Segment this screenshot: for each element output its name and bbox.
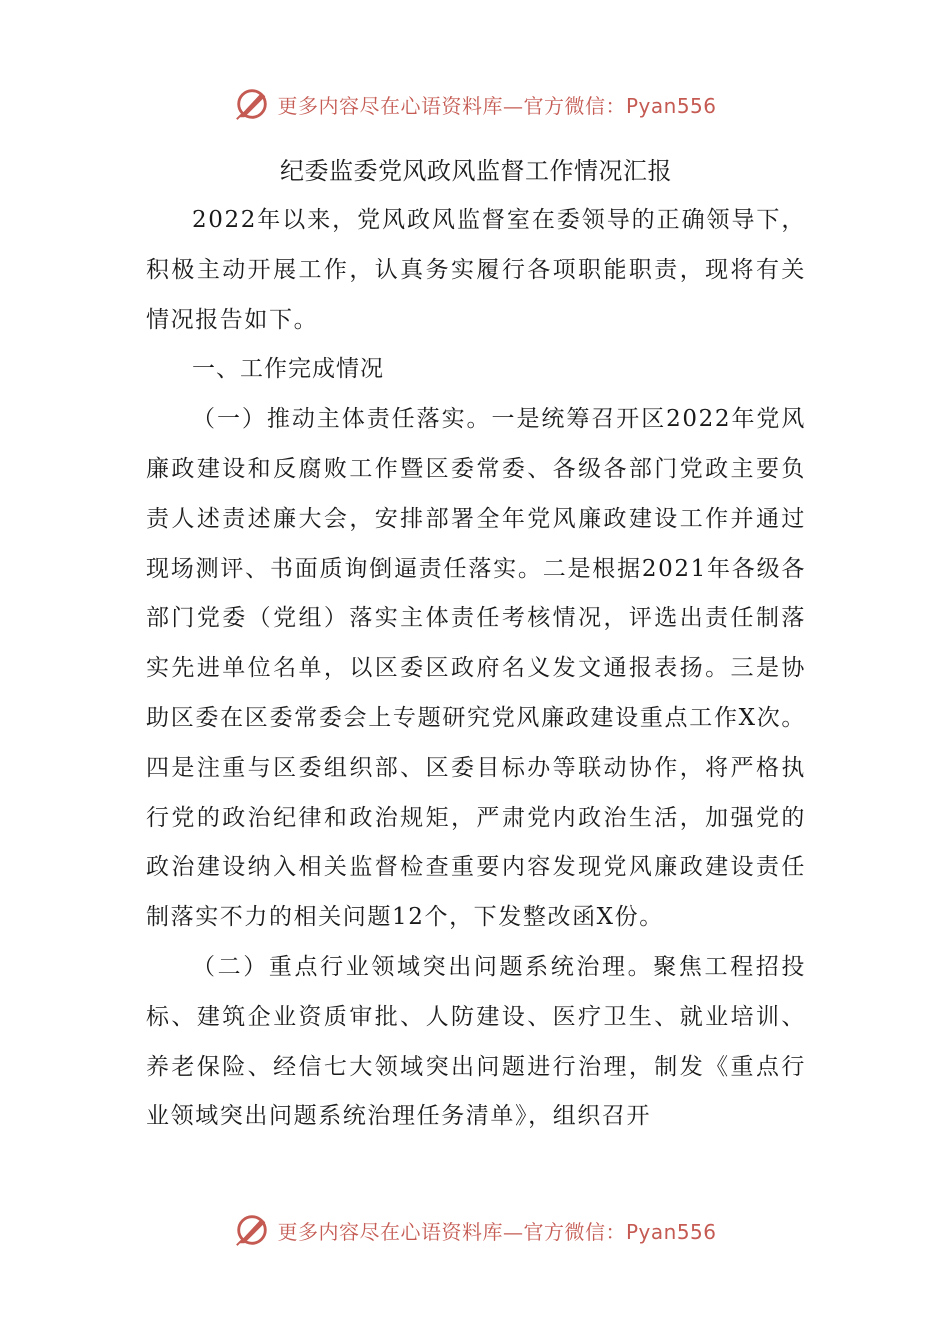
quill-logo-icon	[233, 85, 271, 123]
watermark-text: 更多内容尽在心语资料库—官方微信：Pyan556	[277, 93, 717, 118]
intro-paragraph: 2022年以来，党风政风监督室在委领导的正确领导下，积极主动开展工作，认真务实履行各项职能职责，现将有关情况报告如下。	[146, 207, 806, 333]
watermark-banner-bottom	[0, 1208, 950, 1252]
section-heading: 一、工作完成情况	[192, 356, 384, 383]
paragraph-2: （二）重点行业领域突出问题系统治理。聚焦工程招投标、建筑企业资质审批、人防建设、医疗卫生、就业培训、养老保险、经信七大领域突出问题进行治理，制发《重点行业领域突出问题系统治理任务清单》，组织召开	[146, 953, 806, 1130]
document-body	[146, 146, 806, 1142]
paragraph-1: （一）推动主体责任落实。一是统筹召开区2022年党风廉政建设和反腐败工作暨区委常委、各级各部门党政主要负责人述责述廉大会，安排部署全年党风廉政建设工作并通过现场测评、书面质询倒逼责任落实。二是根据2021年各级各部门党委（党组）落实主体责任考核情况，评选出责任制落实先进单位名单，以区委区政府名义发文通报表扬。三是协助区委在区委常委会上专题研究党风廉政建设重点工作X次。四是注重与区委组织部、区委目标办等联动协作，将严格执行党的政治纪律和政治规矩，严肃党内政治生活，加强党的政治建设纳入相关监督检查重要内容发现党风廉政建设责任制落实不力的相关问题12个，下发整改函X份。	[146, 406, 806, 931]
document-title: 纪委监委党风政风监督工作情况汇报	[280, 157, 672, 185]
quill-logo-icon	[233, 1211, 271, 1249]
watermark-text: 更多内容尽在心语资料库—官方微信：Pyan556	[277, 1219, 717, 1244]
wechat-id: Pyan556	[625, 93, 717, 118]
wechat-id: Pyan556	[625, 1219, 717, 1244]
watermark-banner-top	[0, 82, 950, 126]
